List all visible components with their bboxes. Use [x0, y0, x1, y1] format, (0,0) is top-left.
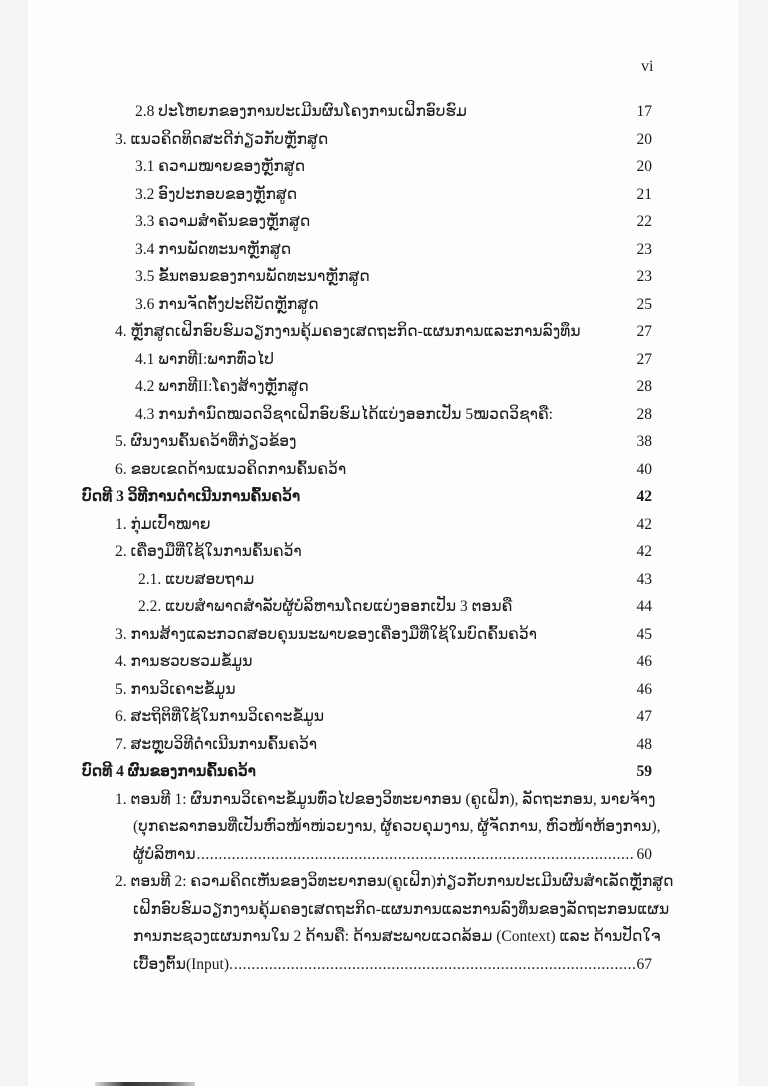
toc-entry[interactable]: [0, 648, 768, 676]
toc-entry-title: 4.1 ພາກທີI:ພາກທົ່ວໄປ: [135, 350, 274, 368]
toc-entry-title: 4.2 ພາກທີII:ໂຄງສ້າງຫຼັກສູດ: [135, 378, 309, 395]
toc-entry[interactable]: [0, 153, 768, 181]
toc-entry-title: 2.8 ປະໂຫຍກຂອງການປະເມີນຜົນໂຄງການເຝິກອົບຮົມ: [135, 103, 467, 120]
toc-entry-page: 22: [636, 213, 652, 230]
toc-entry-title: 4.3 ການກຳນົດໝວດວິຊາເຝິກອົບຮົມໄດ້ແບ່ງອອກເປັນ 5ໝວດວິຊາຄື:: [135, 405, 553, 423]
toc-entry[interactable]: [0, 181, 768, 209]
toc-entry-title: 6. ສະຖິຕິທີ່ໃຊ້ໃນການວິເຄາະຂໍ້ມູນ: [115, 708, 325, 725]
toc-entry[interactable]: [0, 731, 768, 759]
toc-entry-title: 3.6 ການຈັດຕັ້ງປະຕິບັດຫຼັກສູດ: [135, 295, 319, 313]
toc-entry-title-cont: ຜູ້ບໍລິຫານ: [133, 845, 196, 863]
toc-entry[interactable]: [0, 373, 768, 401]
scan-edge-shadow: [95, 1082, 195, 1086]
toc-entry-page: 40: [636, 460, 652, 478]
toc-entry-line: [115, 923, 661, 951]
toc-entry-page: 21: [636, 185, 652, 203]
toc-entry-page: 42: [636, 515, 652, 533]
toc-entry-title: 6. ຂອບເຂດດ້ານແນວຄິດການຄົ້ນຄວ້າ: [115, 460, 347, 478]
dot-leader: [197, 841, 635, 869]
toc-entry-page: 45: [636, 625, 652, 643]
toc-entry-title: 2. ຕອນທີ 2: ຄວາມຄິດເຫັນຂອງວິທະຍາກອນ(ຄູເຝິກ)ກ່ຽວກັບການປະເມີນຜົນສຳເລັດຫຼັກສູດ: [115, 873, 674, 890]
toc-entry-line: [115, 813, 661, 841]
toc-entry-page: 42: [636, 488, 652, 505]
toc-entry-title: ບົດທີ 4 ຜົນຂອງການຄົ້ນຄວ້າ: [82, 763, 257, 780]
toc-entry-page: 20: [636, 130, 652, 148]
toc-entry-title: 3.2 ອົງປະກອບຂອງຫຼັກສູດ: [135, 185, 298, 203]
toc-entry[interactable]: [0, 291, 768, 319]
toc-entry-title: 3.3 ຄວາມສຳຄັນຂອງຫຼັກສູດ: [135, 213, 311, 230]
toc-entry-multiline[interactable]: [0, 868, 768, 978]
toc-entry[interactable]: [0, 126, 768, 154]
toc-chapter-entry[interactable]: [0, 483, 768, 511]
toc-entry-title: 7. ສະຫຼຸບວິທີດຳເນີນການຄົ້ນຄວ້າ: [115, 735, 318, 753]
toc-entry-page: 46: [636, 680, 652, 698]
toc-entry-title: 3.4 ການພັດທະນາຫຼັກສູດ: [135, 240, 292, 258]
toc-entry-line: [115, 951, 652, 979]
toc-chapter-entry[interactable]: [0, 758, 768, 786]
toc-entry-title: 3.1 ຄວາມໝາຍຂອງຫຼັກສູດ: [135, 158, 306, 175]
toc-entry[interactable]: [0, 263, 768, 291]
toc-entry[interactable]: [0, 236, 768, 264]
toc-entry-page: 23: [636, 240, 652, 258]
toc-entry-title: 2.2. ແບບສຳພາດສຳລັບຜູ້ບໍລິຫານໂດຍແບ່ງອອກເປັນ 3 ຕອນຄື: [138, 598, 513, 615]
toc-entry-page: 59: [636, 763, 652, 780]
toc-entry-title: 2.1. ແບບສອບຖາມ: [138, 570, 255, 588]
toc-entry-page: 17: [636, 103, 652, 120]
toc-entry-title: 3.5 ຂັ້ນຕອນຂອງການພັດທະນາຫຼັກສູດ: [135, 268, 370, 285]
toc-entry-title: 1. ຕອນທີ 1: ຜົນການວິເຄາະຂໍ້ມູນທົ່ວໄປຂອງວິທະຍາກອນ (ຄູເຝິກ), ລັດຖະກອນ, ນາຍຈ້າງ: [115, 790, 656, 808]
dot-leader: [234, 951, 635, 979]
toc-entry-page: 20: [636, 158, 652, 175]
toc-entry[interactable]: [0, 346, 768, 374]
table-of-contents: [0, 98, 768, 978]
toc-entry[interactable]: [0, 98, 768, 126]
toc-entry-page: 46: [636, 653, 652, 670]
toc-entry[interactable]: [0, 428, 768, 456]
toc-entry[interactable]: [0, 593, 768, 621]
toc-entry[interactable]: [0, 456, 768, 484]
toc-entry-line: [115, 896, 670, 924]
toc-entry[interactable]: [0, 318, 768, 346]
toc-entry-title: 5. ຜົນງານຄົ້ນຄວ້າທີ່ກ່ຽວຂ້ອງ: [115, 433, 297, 450]
toc-entry[interactable]: [0, 676, 768, 704]
toc-entry-page: 27: [636, 323, 652, 340]
toc-entry-page: 28: [636, 405, 652, 423]
toc-entry-title: 5. ການວິເຄາະຂໍ້ມູນ: [115, 680, 236, 698]
toc-entry-page: 60: [636, 845, 652, 863]
toc-entry-line: [115, 841, 652, 869]
toc-entry-page: 25: [636, 295, 652, 313]
toc-entry-page: 67: [636, 955, 652, 973]
toc-entry-multiline[interactable]: [0, 786, 768, 869]
toc-entry-page: 44: [636, 598, 652, 615]
toc-entry-page: 28: [636, 378, 652, 395]
toc-entry-page: 38: [636, 433, 652, 450]
toc-entry-title: 4. ຫຼັກສູດເຝິກອົບຮົມວຽກງານຄຸ້ມຄອງເສດຖະກິດ-ແຜນການແລະການລົງທຶນ: [115, 323, 581, 340]
toc-entry-title: 4. ການຮວບຮວມຂໍ້ມູນ: [115, 653, 253, 670]
toc-entry-title-cont: ການກະຊວງແຜນການໃນ 2 ດ້ານຄື: ດ້ານສະພາບແວດລ້ອມ (Context) ແລະ ດ້ານປັດໃຈ: [133, 928, 661, 945]
toc-entry-page: 27: [636, 350, 652, 368]
toc-entry[interactable]: [0, 621, 768, 649]
page-number: vi: [641, 58, 654, 75]
toc-entry-title-cont: ເບື້ອງຕົ້ນ(Input).: [133, 955, 233, 973]
toc-entry[interactable]: [0, 511, 768, 539]
toc-entry-line: [115, 786, 656, 814]
toc-entry[interactable]: [0, 401, 768, 429]
toc-entry-title: 1. ກຸ່ມເປົ້າໝາຍ: [115, 515, 211, 533]
toc-entry-title-cont: ເຝິກອົບຮົມວຽກງານຄຸ້ມຄອງເສດຖະກິດ-ແຜນການແລະການລົງທຶນຂອງລັດຖະກອນແຜນ: [133, 900, 670, 918]
toc-entry[interactable]: [0, 538, 768, 566]
toc-entry-title: 3. ການສ້າງແລະກວດສອບຄຸນນະພາບຂອງເຄື່ອງມືທີ່ໃຊ້ໃນບົດຄົ້ນຄວ້າ: [115, 625, 537, 643]
toc-entry[interactable]: [0, 566, 768, 594]
toc-entry-page: 42: [636, 543, 652, 560]
toc-entry-page: 47: [636, 708, 652, 725]
toc-entry-page: 23: [636, 268, 652, 285]
toc-entry-title: 2. ເຄື່ອງມືທີ່ໃຊ້ໃນການຄົ້ນຄວ້າ: [115, 543, 302, 560]
toc-entry-page: 48: [636, 735, 652, 753]
toc-entry[interactable]: [0, 208, 768, 236]
toc-entry-title: 3. ແນວຄິດທິດສະດີກ່ຽວກັບຫຼັກສູດ: [115, 130, 329, 148]
toc-entry[interactable]: [0, 703, 768, 731]
toc-entry-title-cont: (ບຸກຄະລາກອນທີ່ເປັນຫົວໜ້າໜ່ວຍງານ, ຜູ້ຄວບຄຸມງານ, ຜູ້ຈັດການ, ຫົວໜ້າຫ້ອງການ),: [133, 818, 661, 835]
toc-entry-page: 43: [636, 570, 652, 588]
toc-entry-line: [115, 868, 674, 896]
toc-entry-title: ບົດທີ 3 ວິທີການດຳເນີນການຄົ້ນຄວ້າ: [82, 488, 301, 505]
